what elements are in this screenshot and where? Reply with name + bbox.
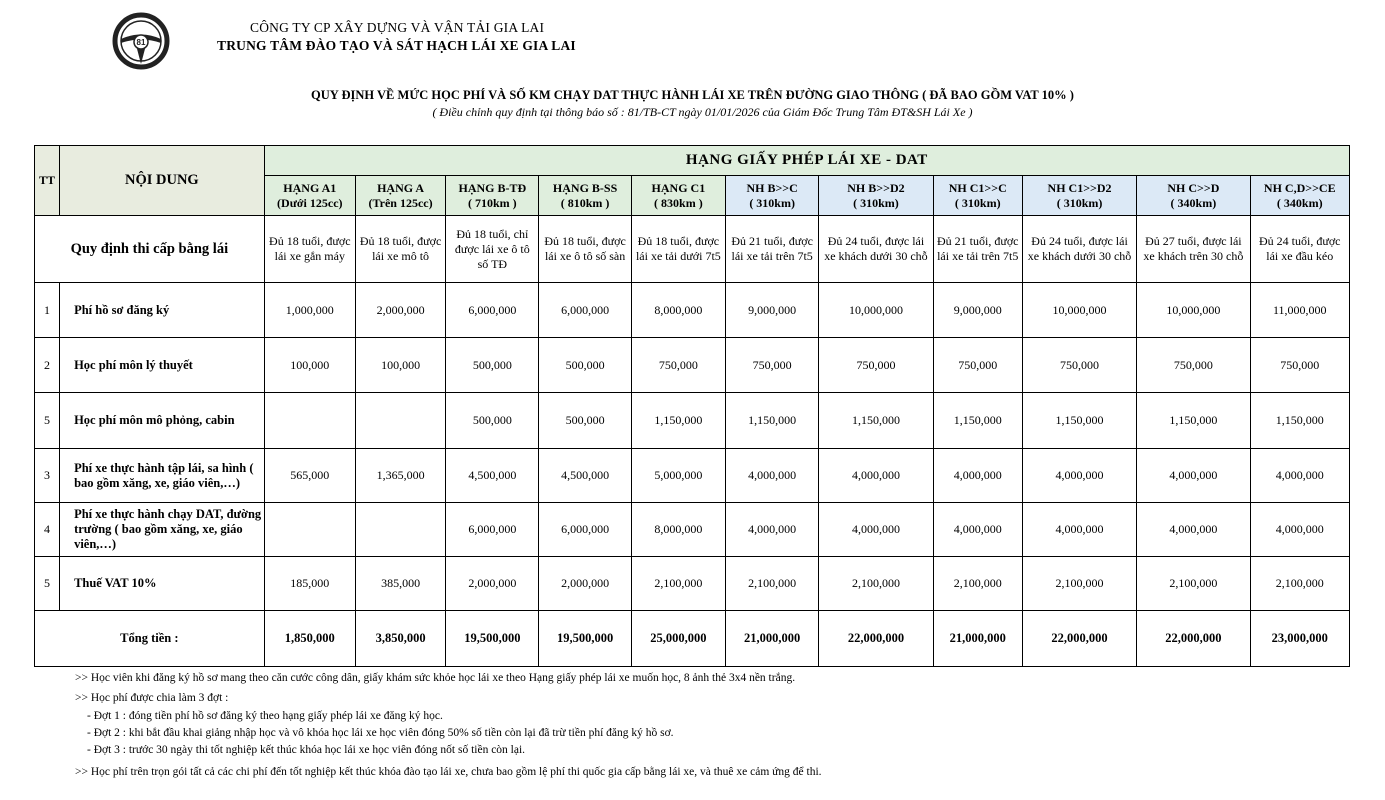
license-group-header: HẠNG GIẤY PHÉP LÁI XE - DAT (264, 146, 1349, 176)
class-name: HẠNG A1 (283, 180, 337, 195)
fee-value: 2,100,000 (1137, 557, 1250, 611)
class-header (819, 176, 933, 216)
class-requirement: Đủ 24 tuổi, được lái xe khách dưới 30 chỗ (1022, 216, 1136, 283)
fee-value (355, 393, 445, 449)
class-detail: ( 310km) (1056, 195, 1103, 210)
note-documents: >> Học viên khi đăng ký hồ sơ mang theo căn cước công dân, giấy khám sức khỏe học lái xe theo Hạng giấy phép lái xe muốn học, 8 ảnh thẻ 3x4 nền trắng. (75, 672, 796, 684)
class-requirement: Đủ 24 tuổi, được lái xe đầu kéo (1250, 216, 1349, 283)
table-row (35, 449, 1350, 503)
fee-value: 750,000 (933, 338, 1022, 393)
total-row (35, 611, 1350, 667)
requirement-row (35, 216, 1350, 283)
class-detail: (Trên 125cc) (368, 195, 433, 210)
fee-value: 4,500,000 (446, 449, 539, 503)
class-detail: ( 810km ) (560, 195, 610, 210)
class-header (264, 176, 355, 216)
fee-value: 500,000 (446, 338, 539, 393)
fee-value: 185,000 (264, 557, 355, 611)
class-header (539, 176, 631, 216)
total-value: 19,500,000 (539, 611, 631, 667)
fee-table (34, 145, 1350, 667)
class-header (726, 176, 819, 216)
document-title: QUY ĐỊNH VỀ MỨC HỌC PHÍ VÀ SỐ KM CHẠY DAT THỰC HÀNH LÁI XE TRÊN ĐƯỜNG GIAO THÔNG ( ĐÃ BAO GỒM VAT 10% ) (311, 88, 1074, 102)
class-detail: ( 340km) (1276, 195, 1323, 210)
center-name: TRUNG TÂM ĐÀO TẠO VÀ SÁT HẠCH LÁI XE GIA LAI (217, 38, 576, 53)
fee-value: 4,000,000 (933, 449, 1022, 503)
class-header (446, 176, 539, 216)
fee-value: 1,150,000 (819, 393, 933, 449)
fee-value: 565,000 (264, 449, 355, 503)
class-name: NH C1>>D2 (1047, 180, 1112, 195)
row-label: Học phí môn lý thuyết (60, 338, 265, 393)
class-name: HẠNG C1 (651, 180, 706, 195)
fee-value: 385,000 (355, 557, 445, 611)
fee-value: 4,000,000 (819, 449, 933, 503)
fee-value: 8,000,000 (631, 503, 725, 557)
fee-value: 6,000,000 (446, 283, 539, 338)
row-label: Học phí môn mô phỏng, cabin (60, 393, 265, 449)
total-value: 23,000,000 (1250, 611, 1349, 667)
class-requirement: Đủ 24 tuổi, được lái xe khách dưới 30 chỗ (819, 216, 933, 283)
note-package: >> Học phí trên trọn gói tất cả các chi phí đến tốt nghiệp kết thúc khóa đào tạo lái xe, chưa bao gồm lệ phí thi quốc gia cấp bằng lái xe, và thuê xe cảm ứng để thi. (75, 766, 822, 778)
fee-value: 6,000,000 (539, 503, 631, 557)
class-detail: ( 310km) (749, 195, 795, 210)
steering-wheel-icon (112, 12, 170, 70)
fee-value: 2,100,000 (933, 557, 1022, 611)
total-value: 25,000,000 (631, 611, 725, 667)
class-header (1137, 176, 1250, 216)
fee-value: 500,000 (539, 338, 631, 393)
class-name: NH B>>D2 (847, 180, 905, 195)
class-requirement: Đủ 18 tuổi, được lái xe mô tô (355, 216, 445, 283)
fee-value: 6,000,000 (539, 283, 631, 338)
fee-value: 2,100,000 (1250, 557, 1349, 611)
row-label: Phí xe thực hành chạy DAT, đường trường ( bao gồm xăng, xe, giáo viên,…) (60, 503, 265, 557)
table-row (35, 557, 1350, 611)
class-name: NH C,D>>CE (1263, 180, 1336, 195)
table-row (35, 393, 1350, 449)
notes (75, 669, 822, 783)
total-value: 22,000,000 (1022, 611, 1136, 667)
fee-value: 10,000,000 (1022, 283, 1136, 338)
fee-value: 1,000,000 (264, 283, 355, 338)
fee-value: 100,000 (355, 338, 445, 393)
fee-value: 4,000,000 (726, 449, 819, 503)
row-label: Thuế VAT 10% (60, 557, 265, 611)
class-detail: ( 310km) (954, 195, 1001, 210)
fee-value: 9,000,000 (726, 283, 819, 338)
fee-value: 1,150,000 (1022, 393, 1136, 449)
content-header: NỘI DUNG (60, 146, 265, 216)
fee-value: 10,000,000 (1137, 283, 1250, 338)
fee-value: 2,000,000 (355, 283, 445, 338)
fee-value (264, 393, 355, 449)
row-number: 1 (35, 283, 60, 338)
note-phase-2: - Đợt 2 : khi bắt đầu khai giảng nhập học và vô khóa học lái xe học viên đóng 50% số tiền còn lại đã trừ tiền phí đăng ký hồ sơ. (87, 727, 674, 739)
row-label: Phí hồ sơ đăng ký (60, 283, 265, 338)
class-detail: ( 830km ) (654, 195, 703, 210)
tt-header: TT (35, 146, 60, 216)
class-detail: (Dưới 125cc) (277, 195, 343, 210)
fee-value: 2,000,000 (539, 557, 631, 611)
fee-value: 4,000,000 (1250, 449, 1349, 503)
fee-value: 750,000 (631, 338, 725, 393)
fee-value: 2,000,000 (446, 557, 539, 611)
fee-value: 100,000 (264, 338, 355, 393)
class-detail: ( 710km ) (468, 195, 517, 210)
note-installments: >> Học phí được chia làm 3 đợt : (75, 691, 229, 704)
class-header (1250, 176, 1349, 216)
fee-value: 4,000,000 (1137, 449, 1250, 503)
total-value: 22,000,000 (819, 611, 933, 667)
fee-value: 1,150,000 (933, 393, 1022, 449)
class-name: HẠNG B-SS (552, 180, 618, 195)
fee-value: 750,000 (726, 338, 819, 393)
fee-value: 5,000,000 (631, 449, 725, 503)
class-requirement: Đủ 21 tuổi, được lái xe tải trên 7t5 (933, 216, 1022, 283)
fee-value: 500,000 (446, 393, 539, 449)
fee-value: 1,150,000 (1250, 393, 1349, 449)
row-number: 5 (35, 557, 60, 611)
fee-value: 4,000,000 (933, 503, 1022, 557)
total-label: Tổng tiền : (35, 611, 265, 667)
class-name: NH C>>D (1167, 180, 1220, 195)
class-name: HẠNG A (377, 180, 425, 195)
fee-value: 6,000,000 (446, 503, 539, 557)
fee-value: 2,100,000 (726, 557, 819, 611)
group-header-row (35, 146, 1350, 176)
total-value: 19,500,000 (446, 611, 539, 667)
total-value: 1,850,000 (264, 611, 355, 667)
fee-value: 4,000,000 (1022, 503, 1136, 557)
class-detail: ( 340km) (1170, 195, 1217, 210)
table-row (35, 283, 1350, 338)
fee-value: 750,000 (819, 338, 933, 393)
class-name: NH C1>>C (948, 180, 1007, 195)
fee-value: 1,150,000 (1137, 393, 1250, 449)
row-number: 5 (35, 393, 60, 449)
fee-value: 2,100,000 (1022, 557, 1136, 611)
class-requirement: Đủ 27 tuổi, được lái xe khách trên 30 chỗ (1137, 216, 1250, 283)
fee-value: 4,000,000 (1137, 503, 1250, 557)
class-header (355, 176, 445, 216)
class-header (631, 176, 725, 216)
note-phase-3: - Đợt 3 : trước 30 ngày thi tốt nghiệp kết thúc khóa học lái xe học viên đóng nốt số tiền còn lại. (87, 744, 526, 756)
class-requirement: Đủ 18 tuổi, chỉ được lái xe ô tô số TĐ (446, 216, 539, 283)
total-value: 22,000,000 (1137, 611, 1250, 667)
total-value: 3,850,000 (355, 611, 445, 667)
fee-value: 1,365,000 (355, 449, 445, 503)
fee-value: 4,000,000 (1250, 503, 1349, 557)
fee-value: 1,150,000 (631, 393, 725, 449)
table-row (35, 338, 1350, 393)
fee-value: 2,100,000 (819, 557, 933, 611)
fee-value: 9,000,000 (933, 283, 1022, 338)
total-value: 21,000,000 (726, 611, 819, 667)
fee-value: 500,000 (539, 393, 631, 449)
total-value: 21,000,000 (933, 611, 1022, 667)
note-phase-1: - Đợt 1 : đóng tiền phí hồ sơ đăng ký theo hạng giấy phép lái xe đăng ký học. (87, 710, 443, 722)
fee-value: 750,000 (1137, 338, 1250, 393)
fee-value: 1,150,000 (726, 393, 819, 449)
class-requirement: Đủ 21 tuổi, được lái xe tải trên 7t5 (726, 216, 819, 283)
fee-value: 2,100,000 (631, 557, 725, 611)
fee-value: 4,500,000 (539, 449, 631, 503)
fee-value: 10,000,000 (819, 283, 933, 338)
fee-value: 4,000,000 (1022, 449, 1136, 503)
class-header (933, 176, 1022, 216)
fee-value: 8,000,000 (631, 283, 725, 338)
class-requirement: Đủ 18 tuổi, được lái xe ô tô số sàn (539, 216, 631, 283)
class-name: HẠNG B-TĐ (458, 180, 527, 195)
fee-value: 11,000,000 (1250, 283, 1349, 338)
row-number: 3 (35, 449, 60, 503)
row-number: 4 (35, 503, 60, 557)
row-label: Phí xe thực hành tập lái, sa hình ( bao gồm xăng, xe, giáo viên,…) (60, 449, 265, 503)
requirement-label: Quy định thi cấp bằng lái (35, 216, 265, 283)
fee-value: 750,000 (1250, 338, 1349, 393)
fee-value (355, 503, 445, 557)
class-requirement: Đủ 18 tuổi, được lái xe tải dưới 7t5 (631, 216, 725, 283)
fee-value: 750,000 (1022, 338, 1136, 393)
company-name: CÔNG TY CP XÂY DỰNG VÀ VẬN TẢI GIA LAI (250, 20, 545, 35)
row-number: 2 (35, 338, 60, 393)
fee-value: 4,000,000 (726, 503, 819, 557)
fee-value (264, 503, 355, 557)
class-requirement: Đủ 18 tuổi, được lái xe gắn máy (264, 216, 355, 283)
fee-value: 4,000,000 (819, 503, 933, 557)
class-header (1022, 176, 1136, 216)
class-name: NH B>>C (746, 180, 798, 195)
class-detail: ( 310km) (853, 195, 899, 210)
table-row (35, 503, 1350, 557)
document-subtitle: ( Điều chỉnh quy định tại thông báo số : 81/TB-CT ngày 01/01/2026 của Giám Đốc Trung Tâm ĐT&SH Lái Xe ) (432, 105, 973, 119)
logo-text: 81 (136, 38, 146, 47)
